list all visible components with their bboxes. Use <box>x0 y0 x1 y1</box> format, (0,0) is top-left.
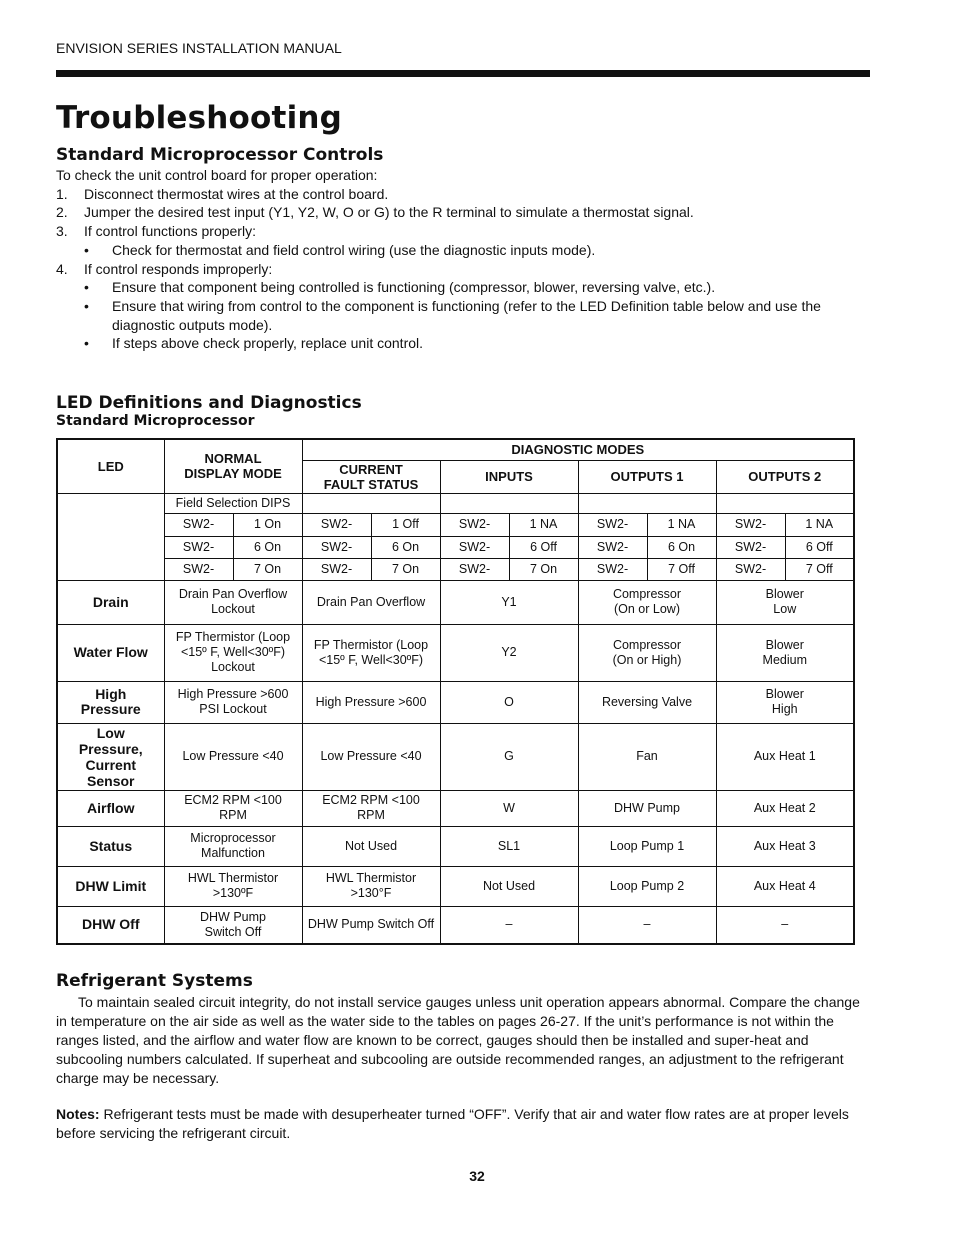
list-item: If control responds improperly: <box>84 261 273 277</box>
outputs2-cell: Blower Medium <box>716 624 854 681</box>
header-inputs: INPUTS <box>440 460 578 493</box>
normal-mode-cell: FP Thermistor (Loop <15º F, Well<30ºF) Lockout <box>164 624 302 681</box>
header-rule <box>56 70 870 77</box>
list-item: If steps above check properly, replace unit control. <box>112 335 424 351</box>
inputs-cell: Y2 <box>440 624 578 681</box>
normal-mode-cell: ECM2 RPM <100 RPM <box>164 790 302 826</box>
list-item: Ensure that wiring from control to the component is functioning (refer to the LED Definition table below and use the <box>112 298 821 314</box>
inputs-cell: G <box>440 723 578 790</box>
normal-mode-cell: DHW Pump Switch Off <box>164 906 302 944</box>
row-label-dhw-limit: DHW Limit <box>57 866 164 906</box>
normal-mode-cell: Low Pressure <40 <box>164 723 302 790</box>
sw-cell: SW2- <box>164 558 233 580</box>
current-fault-cell: High Pressure >600 <box>302 681 440 723</box>
list-item-continuation: diagnostic outputs mode). <box>112 317 273 333</box>
sw-cell: 6 On <box>647 536 716 558</box>
outputs1-cell: Loop Pump 1 <box>578 826 716 866</box>
row-label-low-pressure: Low Pressure, Current Sensor <box>57 723 164 790</box>
sw-cell: SW2- <box>716 558 785 580</box>
sw-cell: 6 Off <box>509 536 578 558</box>
sw-cell: 7 Off <box>785 558 854 580</box>
sw-cell: SW2- <box>164 536 233 558</box>
section-heading-refrigerant: Refrigerant Systems <box>56 971 253 991</box>
sw-cell: SW2- <box>164 513 233 536</box>
intro-text: To check the unit control board for proper operation: <box>56 167 378 183</box>
current-fault-cell: FP Thermistor (Loop <15º F, Well<30ºF) <box>302 624 440 681</box>
sw-cell: 6 Off <box>785 536 854 558</box>
sw-cell: 1 On <box>233 513 302 536</box>
current-fault-cell: ECM2 RPM <100 RPM <box>302 790 440 826</box>
bullet: • <box>84 242 89 258</box>
list-item: If control functions properly: <box>84 223 256 239</box>
sw-cell: SW2- <box>578 513 647 536</box>
sw-cell: 7 Off <box>647 558 716 580</box>
outputs2-cell: – <box>716 906 854 944</box>
blank-cell <box>716 493 854 513</box>
row-label-status: Status <box>57 826 164 866</box>
current-fault-cell: Drain Pan Overflow <box>302 580 440 624</box>
outputs2-cell: Aux Heat 2 <box>716 790 854 826</box>
page-title: Troubleshooting <box>56 100 343 136</box>
blank-cell <box>578 493 716 513</box>
notes-label: Notes: <box>56 1106 100 1122</box>
sw-cell: SW2- <box>716 513 785 536</box>
inputs-cell: Not Used <box>440 866 578 906</box>
outputs2-cell: Blower High <box>716 681 854 723</box>
list-num: 4. <box>56 261 68 277</box>
list-item: Disconnect thermostat wires at the control board. <box>84 186 389 202</box>
notes-paragraph <box>56 1105 868 1143</box>
outputs2-cell: Aux Heat 3 <box>716 826 854 866</box>
sw-cell: SW2- <box>302 558 371 580</box>
sw-cell: 6 On <box>371 536 440 558</box>
normal-mode-cell: High Pressure >600 PSI Lockout <box>164 681 302 723</box>
section-heading-led: LED Definitions and Diagnostics <box>56 393 362 413</box>
header-current-fault: CURRENT FAULT STATUS <box>302 460 440 493</box>
sw-cell: 1 NA <box>509 513 578 536</box>
sw-cell: 7 On <box>509 558 578 580</box>
outputs1-cell: Compressor (On or High) <box>578 624 716 681</box>
section-subheading: Standard Microprocessor <box>56 413 255 429</box>
header-led: LED <box>57 439 164 493</box>
list-num: 1. <box>56 186 68 202</box>
normal-mode-cell: Microprocessor Malfunction <box>164 826 302 866</box>
sw-cell: 7 On <box>233 558 302 580</box>
list-num: 2. <box>56 204 68 220</box>
blank-led-cell <box>57 493 164 580</box>
sw-cell: 1 NA <box>647 513 716 536</box>
list-item: Jumper the desired test input (Y1, Y2, W, O or G) to the R terminal to simulate a thermostat signal. <box>84 204 694 220</box>
blank-cell <box>440 493 578 513</box>
current-fault-cell: HWL Thermistor >130°F <box>302 866 440 906</box>
inputs-cell: SL1 <box>440 826 578 866</box>
header-outputs-2: OUTPUTS 2 <box>716 460 854 493</box>
outputs2-cell: Blower Low <box>716 580 854 624</box>
list-item: Ensure that component being controlled is functioning (compressor, blower, reversing valve, etc.). <box>112 279 716 295</box>
bullet: • <box>84 335 89 351</box>
row-label-high-pressure: High Pressure <box>57 681 164 723</box>
list-num: 3. <box>56 223 68 239</box>
outputs1-cell: Fan <box>578 723 716 790</box>
bullet: • <box>84 298 89 314</box>
current-fault-cell: Low Pressure <40 <box>302 723 440 790</box>
sw-cell: SW2- <box>440 536 509 558</box>
sw-cell: SW2- <box>440 558 509 580</box>
bullet: • <box>84 279 89 295</box>
sw-cell: 6 On <box>233 536 302 558</box>
page-number: 32 <box>469 1168 485 1184</box>
outputs2-cell: Aux Heat 4 <box>716 866 854 906</box>
row-label-airflow: Airflow <box>57 790 164 826</box>
inputs-cell: Y1 <box>440 580 578 624</box>
outputs1-cell: DHW Pump <box>578 790 716 826</box>
outputs1-cell: – <box>578 906 716 944</box>
current-fault-cell: Not Used <box>302 826 440 866</box>
row-label-water-flow: Water Flow <box>57 624 164 681</box>
outputs1-cell: Compressor (On or Low) <box>578 580 716 624</box>
inputs-cell: – <box>440 906 578 944</box>
field-selection-dips: Field Selection DIPS <box>164 493 302 513</box>
outputs1-cell: Loop Pump 2 <box>578 866 716 906</box>
sw-cell: 7 On <box>371 558 440 580</box>
sw-cell: 1 Off <box>371 513 440 536</box>
header-outputs-1: OUTPUTS 1 <box>578 460 716 493</box>
inputs-cell: O <box>440 681 578 723</box>
list-item: Check for thermostat and field control wiring (use the diagnostic inputs mode). <box>112 242 596 258</box>
outputs2-cell: Aux Heat 1 <box>716 723 854 790</box>
sw-cell: SW2- <box>578 536 647 558</box>
header-diagnostic-modes: DIAGNOSTIC MODES <box>302 439 854 460</box>
sw-cell: SW2- <box>440 513 509 536</box>
sw-cell: SW2- <box>302 536 371 558</box>
section-heading-microprocessor: Standard Microprocessor Controls <box>56 145 384 165</box>
normal-mode-cell: Drain Pan Overflow Lockout <box>164 580 302 624</box>
refrigerant-paragraph: To maintain sealed circuit integrity, do not install service gauges unless unit operation appears abnormal. Compare the change in temperature on the air side as well as the water side to the tables on pages 26-27. If the unit’s performance is not within the ranges listed, and the airflow and water flow are known to be correct, gauges should then be installed and super-heat and subcooling numbers calculated. If superheat and subcooling are outside recommended ranges, an adjustment to the refrigerant charge may be necessary. <box>56 994 860 1086</box>
current-fault-cell: DHW Pump Switch Off <box>302 906 440 944</box>
led-definitions-table <box>56 438 855 945</box>
sw-cell: SW2- <box>716 536 785 558</box>
outputs1-cell: Reversing Valve <box>578 681 716 723</box>
sw-cell: 1 NA <box>785 513 854 536</box>
normal-mode-cell: HWL Thermistor >130ºF <box>164 866 302 906</box>
sw-cell: SW2- <box>578 558 647 580</box>
manual-header: ENVISION SERIES INSTALLATION MANUAL <box>56 40 342 56</box>
row-label-dhw-off: DHW Off <box>57 906 164 944</box>
inputs-cell: W <box>440 790 578 826</box>
blank-cell <box>302 493 440 513</box>
row-label-drain: Drain <box>57 580 164 624</box>
sw-cell: SW2- <box>302 513 371 536</box>
notes-text: Refrigerant tests must be made with desuperheater turned “OFF”. Verify that air and water flow rates are at proper levels before servicing the refrigerant circuit. <box>56 1106 849 1141</box>
header-normal-display: NORMAL DISPLAY MODE <box>164 439 302 493</box>
